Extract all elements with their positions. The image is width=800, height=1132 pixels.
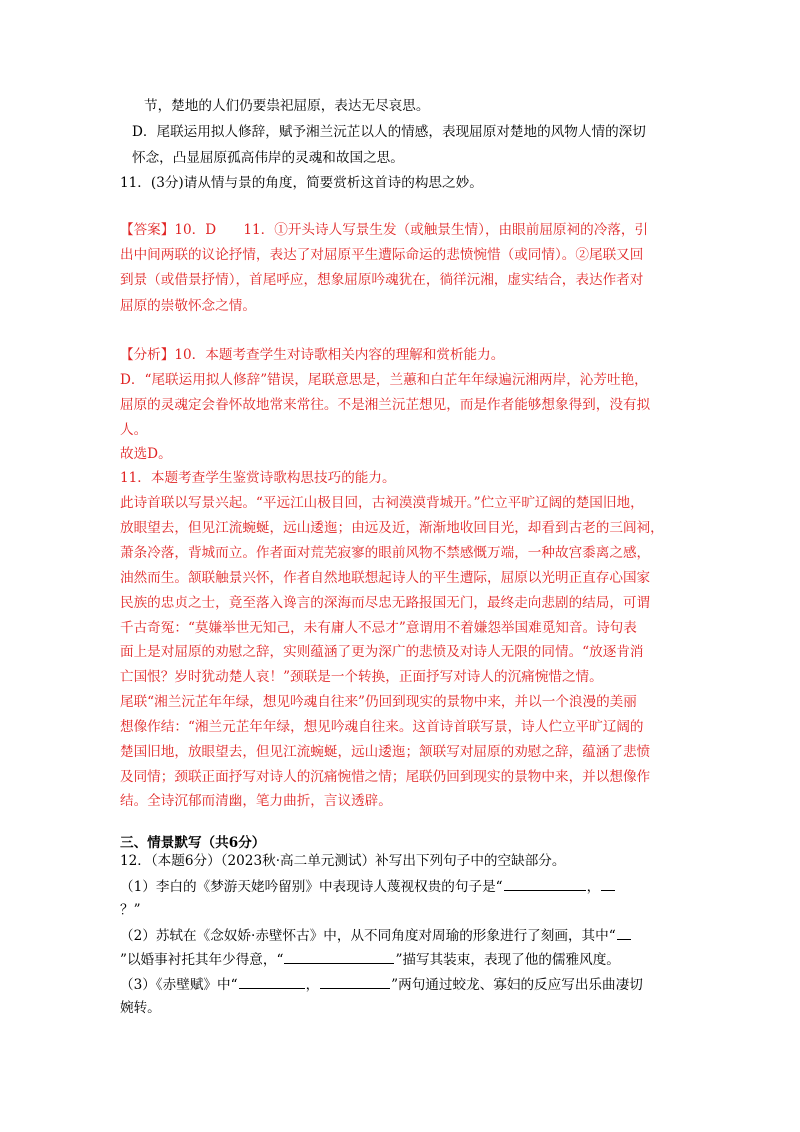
analysis-line: 萧条冷落，背城而立。作者面对荒芜寂寥的眼前风物不禁感慨万端，一种故宫黍离之感，	[120, 545, 651, 561]
q12-part3-line2	[120, 998, 700, 1018]
analysis-line: 故选D。	[120, 446, 172, 462]
q12-part2-end: ”描写其装束，表现了他的儒雅风度。	[395, 952, 620, 968]
analysis-line: 人。	[120, 422, 148, 438]
q12-part1-comma: ，	[586, 879, 601, 895]
q12-part3-comma: ，	[305, 977, 320, 993]
q10-option-d-line2: 怀念，凸显屈原孤高伟岸的灵魂和故国之思。	[132, 150, 404, 166]
q12-part2-mid: ”以婚事衬托其年少得意，“	[120, 952, 284, 968]
q12-part1-line1	[120, 876, 700, 897]
analysis-line: 放眼望去，但见江流蜿蜒，远山逶迤；由远及近，渐渐地收回目光，却看到古老的三闾祠，	[120, 520, 664, 536]
q12-part2-text: （2）苏轼在《念奴娇·赤壁怀古》中，从不同角度对周瑜的形象进行了刻画，其中“	[120, 928, 616, 944]
q12-part3-mid: ”两句通过蛟龙、寡妇的反应写出乐曲凄切	[391, 977, 643, 993]
q12-part3-text: （3）《赤壁赋》中“	[120, 977, 238, 993]
analysis-line: 结。全诗沉郁而清幽，笔力曲折，言议透辟。	[120, 793, 392, 809]
fill-blank[interactable]	[617, 925, 631, 940]
answer-line-1: 【答案】10．D 11．①开头诗人写景生发（或触景生情），由眼前屈原祠的冷落，引	[120, 222, 649, 238]
q10-option-d-line1: D．尾联运用拟人修辞，赋予湘兰沅芷以人的情感，表现屈原对楚地的风物人情的深切	[132, 124, 646, 140]
analysis-line: 亡国恨？岁时犹动楚人哀！”颈联是一个转换，正面抒写对诗人的沉痛惋惜之情。	[120, 669, 603, 685]
analysis-line: 【分析】10．本题考查学生对诗歌相关内容的理解和赏析能力。	[120, 347, 505, 363]
answer-line-3: 到景（或借景抒情），首尾呼应，想象屈原吟魂犹在，徜徉沅湘，虚实结合，表达作者对	[120, 272, 644, 288]
q12-part1-end: ？”	[120, 902, 141, 918]
fill-blank[interactable]	[320, 974, 390, 989]
q11-prompt: 11．(3分)请从情与景的角度，简要赏析这首诗的构思之妙。	[120, 175, 483, 191]
analysis-line: 面上是对屈原的劝慰之辞，实则蕴涵了更为深广的悲愤及对诗人无限的同情。“放逐肯消	[120, 644, 644, 660]
q12-part3-line1	[120, 974, 700, 995]
q12-part2-line2	[120, 949, 700, 970]
analysis-line: 油然而生。颔联触景兴怀，作者自然地联想起诗人的平生遭际，屈原以光明正直存心国家	[120, 570, 651, 586]
answer-line-2: 出中间两联的议论抒情，表达了对屈原平生遭际命运的悲愤惋惜（或同情）。②尾联又回	[120, 247, 644, 263]
answer-line-4: 屈原的崇敬怀念之情。	[120, 298, 256, 314]
fill-blank[interactable]	[504, 876, 586, 891]
section-heading: 三、情景默写（共6分）	[120, 835, 266, 851]
fill-blank[interactable]	[239, 974, 305, 989]
fill-blank[interactable]	[284, 949, 394, 964]
analysis-line: 千古奇冤：“莫嫌举世无知己，未有庸人不忌才”意谓用不着嫌怨举国难觅知音。诗句表	[120, 620, 637, 636]
analysis-line: 想像作结：“湘兰元芷年年绿，想见吟魂自往来。这首诗首联写景，诗人伫立平旷辽阔的	[120, 719, 644, 735]
analysis-line: 此诗首联以写景兴起。“平远江山极目回，古祠漠漠背城开。”伫立平旷辽阔的楚国旧地，	[120, 495, 644, 511]
analysis-line: 11．本题考查学生鉴赏诗歌构思技巧的能力。	[120, 470, 396, 486]
q12-part1-line2	[120, 900, 700, 920]
analysis-line: 民族的忠贞之士，竟至落入谗言的深海而尽忠无路报国无门，最终走向悲剧的结局，可谓	[120, 595, 651, 611]
q12-prompt: 12．（本题6分）（2023秋·高二单元测试）补写出下列句子中的空缺部分。	[120, 853, 566, 869]
q12-part2-line1	[120, 925, 700, 946]
analysis-line: D．“尾联运用拟人修辞”错误，尾联意思是，兰蕙和白芷年年绿遍沅湘两岸，沁芳吐艳，	[120, 372, 648, 388]
analysis-line: 屈原的灵魂定会眷怀故地常来常往。不是湘兰沅芷想见，而是作者能够想象得到，没有拟	[120, 397, 651, 413]
analysis-line: 尾联“湘兰沅芷年年绿，想见吟魂自往来”仍回到现实的景物中来，并以一个浪漫的美丽	[120, 694, 637, 710]
q12-part1-text: （1）李白的《梦游天姥吟留别》中表现诗人蔑视权贵的句子是“	[120, 879, 503, 895]
q12-part3-end: 婉转。	[120, 1000, 161, 1016]
q10-option-c-tail: 节，楚地的人们仍要祟祀屈原，表达无尽哀思。	[144, 98, 430, 114]
analysis-line: 及同情；颈联正面抒写对诗人的沉痛惋惜之情；尾联仍回到现实的景物中来，并以想像作	[120, 769, 651, 785]
analysis-line: 楚国旧地，放眼望去，但见江流蜿蜒，远山逶迤；颔联写对屈原的劝慰之辞，蕴涵了悲愤	[120, 744, 651, 760]
fill-blank[interactable]	[601, 876, 615, 891]
